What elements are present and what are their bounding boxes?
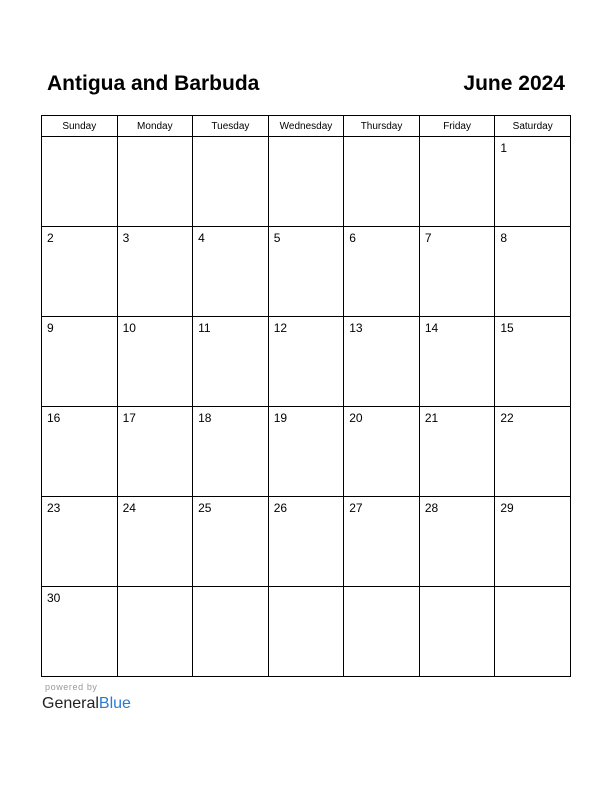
day-number: 26: [273, 501, 288, 515]
day-number: 15: [500, 321, 514, 335]
day-cell: [344, 407, 420, 497]
day-cell: [193, 407, 269, 497]
day-number: 25: [198, 501, 212, 515]
day-cell: [268, 137, 344, 227]
day-number: 9: [47, 321, 54, 335]
day-cell: [419, 137, 495, 227]
day-number: 6: [349, 231, 356, 245]
day-cell: [419, 497, 495, 587]
day-cell: [193, 317, 269, 407]
day-number: [118, 587, 193, 591]
day-number: 12: [273, 321, 288, 335]
day-cell: [344, 497, 420, 587]
day-number: 5: [273, 231, 281, 245]
day-number: 11: [198, 321, 211, 335]
day-number: 18: [198, 411, 212, 425]
day-number: 7: [424, 231, 432, 245]
day-cell: [268, 317, 344, 407]
calendar-grid: [41, 115, 571, 677]
day-number: [344, 587, 419, 591]
day-cell: [344, 317, 420, 407]
day-cell: [42, 497, 118, 587]
day-number: 21: [424, 411, 439, 425]
day-number: 3: [122, 231, 130, 245]
day-number: 19: [273, 411, 288, 425]
day-cell: [117, 317, 193, 407]
day-number: [42, 137, 117, 141]
day-number: 30: [47, 591, 61, 605]
day-cell: [344, 587, 420, 677]
day-number: 4: [198, 231, 205, 245]
week-row-2: [42, 227, 571, 317]
week-row-3: [42, 317, 571, 407]
brand-blue: Blue: [98, 695, 131, 712]
day-cell: [193, 137, 269, 227]
day-cell: [344, 137, 420, 227]
week-row-6: [42, 587, 571, 677]
weekday-wednesday: Wednesday: [268, 116, 344, 137]
day-cell: [42, 587, 118, 677]
day-cell: [344, 227, 420, 317]
day-cell: [495, 317, 571, 407]
generalblue-logo-link[interactable]: [42, 694, 131, 714]
day-cell: [419, 227, 495, 317]
weekday-tuesday: Tuesday: [193, 116, 269, 137]
day-cell: [268, 497, 344, 587]
weekday-saturday: Saturday: [495, 116, 571, 137]
day-number: [269, 587, 344, 591]
day-cell: [419, 317, 495, 407]
day-number: 2: [47, 231, 54, 245]
day-cell: [193, 587, 269, 677]
day-number: 28: [424, 501, 439, 515]
day-cell: [117, 587, 193, 677]
day-number: 17: [122, 411, 136, 425]
day-number: 14: [424, 321, 439, 335]
day-number: [269, 137, 344, 141]
calendar-month-title: June 2024: [463, 72, 565, 95]
day-number: 1: [500, 141, 508, 155]
day-number: 27: [349, 501, 363, 515]
week-row-5: [42, 497, 571, 587]
weekday-thursday: Thursday: [344, 116, 420, 137]
day-cell: [117, 407, 193, 497]
week-row-1: [42, 137, 571, 227]
day-cell: [193, 227, 269, 317]
weekday-header-row: [42, 116, 571, 137]
day-cell: [495, 227, 571, 317]
day-number: 22: [500, 411, 514, 425]
brand-general: General: [42, 695, 99, 712]
day-cell: [42, 137, 118, 227]
day-number: [420, 137, 495, 141]
day-number: 24: [122, 501, 136, 515]
day-cell: [193, 497, 269, 587]
day-number: 29: [500, 501, 514, 515]
weekday-sunday: Sunday: [42, 116, 118, 137]
day-cell: [419, 587, 495, 677]
day-number: 10: [122, 321, 136, 335]
day-number: [420, 587, 495, 591]
day-cell: [495, 137, 571, 227]
day-number: [118, 137, 193, 141]
day-number: 16: [47, 411, 61, 425]
day-cell: [117, 227, 193, 317]
day-number: [344, 137, 419, 141]
day-cell: [268, 227, 344, 317]
day-number: 23: [47, 501, 61, 515]
day-cell: [495, 587, 571, 677]
day-number: 8: [500, 231, 508, 245]
day-cell: [495, 407, 571, 497]
day-cell: [42, 227, 118, 317]
powered-by-text: powered by: [45, 682, 98, 692]
weekday-monday: Monday: [117, 116, 193, 137]
day-cell: [117, 137, 193, 227]
day-number: [495, 587, 570, 591]
day-number: 20: [349, 411, 363, 425]
day-number: [193, 137, 268, 141]
day-cell: [42, 407, 118, 497]
week-row-4: [42, 407, 571, 497]
day-cell: [268, 407, 344, 497]
day-number: [193, 587, 268, 591]
day-cell: [268, 587, 344, 677]
day-cell: [419, 407, 495, 497]
day-number: 13: [349, 321, 363, 335]
weekday-friday: Friday: [419, 116, 495, 137]
day-cell: [117, 497, 193, 587]
calendar-country-title: Antigua and Barbuda: [47, 72, 260, 95]
day-cell: [495, 497, 571, 587]
day-cell: [42, 317, 118, 407]
